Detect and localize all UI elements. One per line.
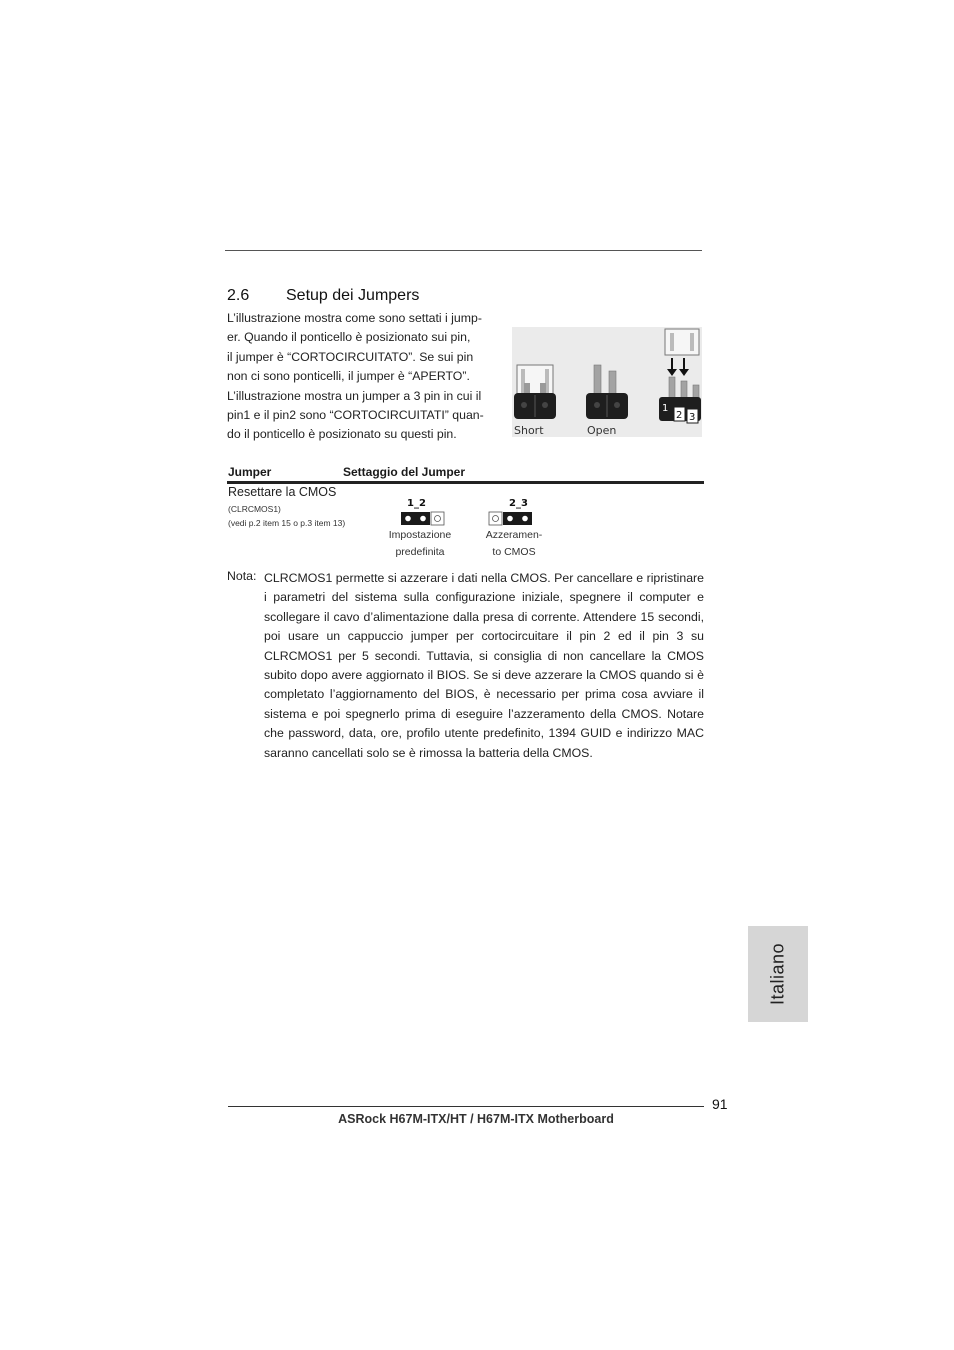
table-header-setting: Settaggio del Jumper — [343, 465, 466, 479]
pins-label-1-2: 1_2 — [407, 498, 426, 509]
caption-line: to CMOS — [492, 546, 536, 558]
pin-number-3: 3 — [689, 412, 696, 423]
footer-product-name: ASRock H67M-ITX/HT / H67M-ITX Motherboard — [338, 1112, 614, 1126]
language-tab-label: Italiano — [767, 942, 788, 1006]
note-label: Nota: — [227, 569, 257, 583]
table-header-jumper: Jumper — [228, 465, 272, 479]
intro-line: il jumper è “CORTOCIRCUITATO”. Se sui pin — [227, 349, 474, 364]
jumper-illustration — [512, 327, 702, 437]
caption-line: Impostazione — [388, 529, 452, 541]
short-jumper-icon — [514, 365, 556, 419]
open-label: Open — [587, 424, 617, 437]
clear-cmos-caption — [472, 527, 556, 561]
intro-line: L’illustrazione mostra un jumper a 3 pin in cui il — [227, 388, 482, 403]
intro-line: er. Quando il ponticello è posizionato sui pin, — [227, 330, 471, 345]
pin-number-2: 2 — [676, 410, 683, 421]
caption-line: predefinita — [395, 546, 445, 558]
intro-line: do il ponticello è posizionato su questi pin. — [227, 427, 457, 442]
pins-label-2-3: 2_3 — [509, 498, 528, 509]
caption-line: Azzeramen- — [485, 529, 543, 541]
section-number: 2.6 — [227, 287, 250, 304]
intro-line: pin1 e il pin2 sono “CORTOCIRCUITATI” quan- — [227, 408, 484, 423]
table-rule — [227, 481, 704, 484]
intro-line: non ci sono ponticelli, il jumper è “APERTO”. — [227, 369, 470, 384]
row-sublabel: (CLRCMOS1) — [228, 504, 281, 514]
pin-number-1: 1 — [662, 403, 669, 414]
language-tab — [748, 926, 808, 1022]
page-number: 91 — [712, 1096, 728, 1112]
row-reference: (vedi p.2 item 15 o p.3 item 13) — [228, 518, 346, 528]
short-label: Short — [514, 424, 544, 437]
row-label: Resettare la CMOS — [228, 485, 337, 499]
section-title: Setup dei Jumpers — [286, 287, 420, 304]
intro-paragraph — [227, 309, 500, 445]
note-text: CLRCMOS1 permette si azzerare i dati nella CMOS. Per cancellare e ripristinare i parametri del sistema sulla configurazione iniziale, spegnere il computer e scollegare il cavo d’alimentazione dalla presa di corrente. Attendere 15 secondi, poi usare un cappuccio jumper per cortocircuitare il pin 2 ed il pin 3 su CLRCMOS1 per 5 secondi. Tuttavia, si consiglia di non cancellare la CMOS subito dopo avere aggiornato il BIOS. Se si deve azzerare la CMOS quando si è completato l’aggiornamento del BIOS, è necessario per prima cosa avviare il sistema e poi spegnerlo prima di eseguire l’azzeramento della CMOS. Notare che password, data, ore, profilo utente predefinito, 1394 GUID e indirizzo MAC saranno cancellati solo se è rimossa la batteria della CMOS. — [264, 571, 704, 760]
pins-2-3-shorted-icon — [488, 493, 534, 529]
pins-1-2-shorted-icon — [399, 493, 445, 529]
footer-rule — [228, 1106, 704, 1107]
default-setting-caption — [378, 527, 462, 561]
intro-line: L’illustrazione mostra come sono settati i jump- — [227, 311, 482, 325]
top-rule — [225, 250, 702, 251]
